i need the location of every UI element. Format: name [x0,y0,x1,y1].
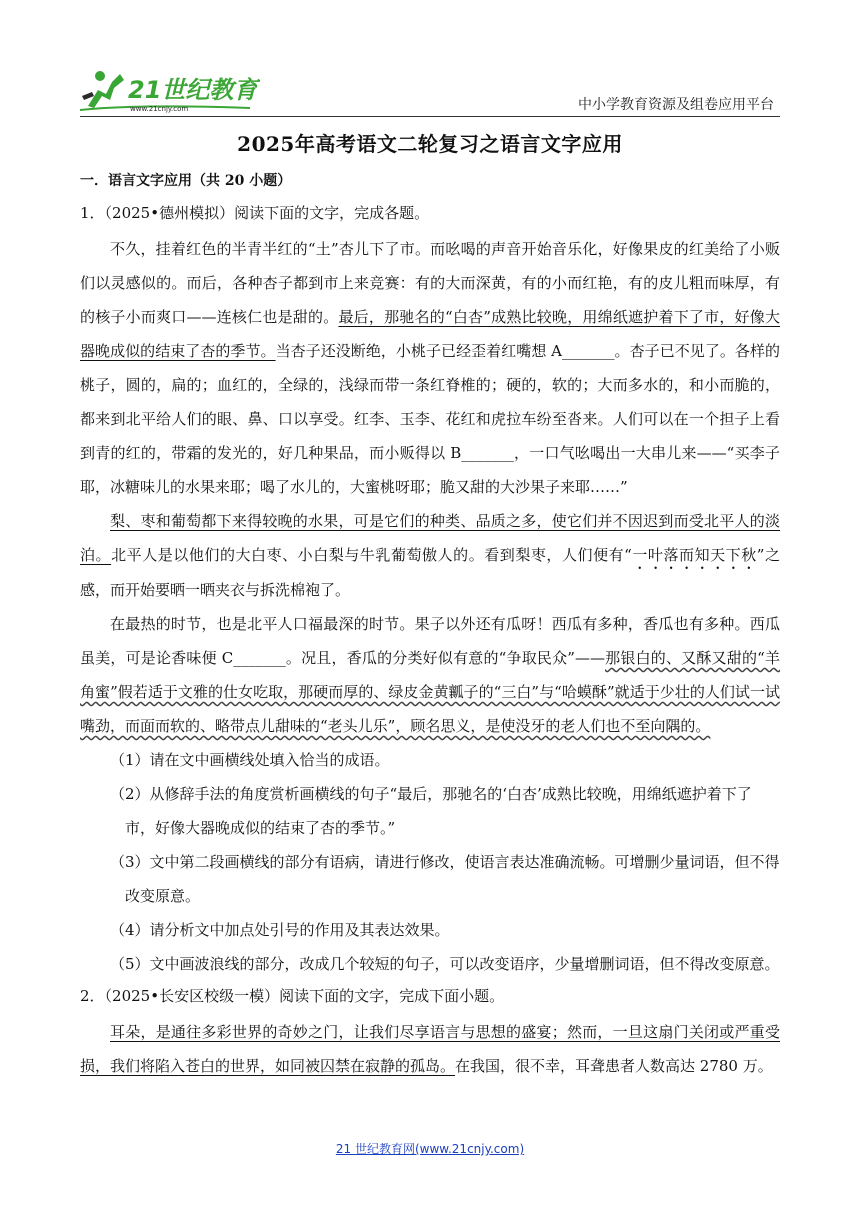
dotted-quote: “一叶落而知天下秋” [624,546,765,564]
sub-question: （4）请分析文中加点处引号的作用及其表达效果。 [110,921,450,939]
blank-a: _______ [562,342,615,360]
q2-paragraph-1 [80,1015,780,1083]
section-heading: 一．语言文字应用（共 20 小题） [80,173,292,189]
text-run: 在最热的时节，也是北平人口福最深的时节。果子以外还有瓜呀！西瓜有多种，香瓜也有多种。西瓜虽美，可是论香味便 C [80,615,780,667]
page-header [0,0,860,120]
text-run: ，一口气吆喝出一大串儿来——“买李子耶，冰糖味儿的水果来耶；喝了水儿的，大蜜桃呀耶；脆又甜的大沙果子来耶……” [80,444,781,496]
text-run: 之感，而开始要晒一晒夹衣与拆洗棉袍了。 [80,546,780,599]
sub-questions [80,743,780,981]
blank-c: _______ [233,649,286,667]
header-divider [80,116,780,117]
logo-brand: 21世纪教育 [128,76,258,104]
footer-link[interactable]: 21 世纪教育网(www.21cnjy.com) [335,1142,525,1156]
sub-question: （3）文中第二段画横线的部分有语病，请进行修改，使语言表达准确流畅。可增删少量词语，但不得改变原意。 [110,853,780,905]
underlined-sentence: 耳朵，是通往多彩世界的奇妙之门，让我们尽享语言与思想的盛宴；然而，一旦这扇门关闭或严重受损，我们将陷入苍白的世界，如同被囚禁在寂静的孤岛。 [80,1023,780,1075]
runner-logo-icon [80,66,260,114]
logo [80,66,260,114]
page-title: 2025年高考语文二轮复习之语言文字应用 [237,132,623,156]
text-run: 。杏子已不见了。各样的桃子，圆的，扁的；血红的，全绿的，浅绿而带一条红脊椎的；硬的，软的；大而多水的，和小而脆的，都来到北平给人们的眼、鼻、口以享受。红李、玉李、花红和虎拉车纷至沓来。人们可以在一个担子上看到青的红的，带霜的发光的，好几种果品，而小贩得以 B [80,342,780,462]
underlined-sentence: 最后，那驰名的“白杏”成熟比较晚，用绵纸遮护着下了市，好像大器晚成似的结束了杏的季节。 [80,308,780,360]
underlined-sentence: 梨、枣和葡萄都下来得较晚的水果，可是它们的种类、品质之多，使它们并不因迟到而受北平人的淡泊。 [80,512,780,564]
blank-b: _______ [461,444,514,462]
sub-question: （1）请在文中画横线处填入恰当的成语。 [110,751,390,769]
q1-paragraph-2 [80,504,780,607]
q1-paragraph-3 [80,607,780,743]
text-run: 不久，挂着红色的半青半红的“土”杏儿下了市。而吆喝的声音开始音乐化，好像果皮的红美给了小贩们以灵感似的。而后，各种杏子都到市上来竞赛：有的大而深黄，有的小而红艳，有的皮儿粗而味厚，有的核子小而爽口——连核仁也是甜的。 [80,240,780,326]
question-1-header: 1．（2025•德州模拟）阅读下面的文字，完成各题。 [80,204,430,222]
wavy-underlined-text: 那银白的、又酥又甜的“羊角蜜”假若适于文雅的仕女吃取，那硬而厚的、绿皮金黄瓤子的“三白”与“哈蟆酥”就适于少壮的人们试一试嘴劲，而面而软的、略带点儿甜味的“老头儿乐”，顾名思义，是使没牙的老人们也不至向隅的。 [80,649,781,735]
text-run: 。况且，香瓜的分类好似有意的“争取民众”—— [285,649,605,667]
logo-url: www.21cnjy.com [130,105,189,113]
platform-name: 中小学教育资源及组卷应用平台 [578,97,774,113]
sub-question: （5）文中画波浪线的部分，改成几个较短的句子，可以改变语序，少量增删词语，但不得改变原意。 [110,955,780,973]
text-run: 当杏子还没断绝，小桃子已经歪着红嘴想 A [275,342,563,360]
sub-question: （2）从修辞手法的角度赏析画横线的句子“最后，那驰名的‘白杏’成熟比较晚，用绵纸遮护着下了市，好像大器晚成似的结束了杏的季节。” [110,785,752,837]
document-body [80,170,780,1083]
question-2-header: 2．（2025•长安区校级一模）阅读下面的文字，完成下面小题。 [80,987,505,1005]
text-run: 在我国，很不幸，耳聋患者人数高达 2780 万。 [455,1057,773,1075]
text-run: 北平人是以他们的大白枣、小白梨与牛乳葡萄傲人的。看到梨枣，人们便有 [111,546,625,564]
q1-paragraph-1 [80,232,780,504]
